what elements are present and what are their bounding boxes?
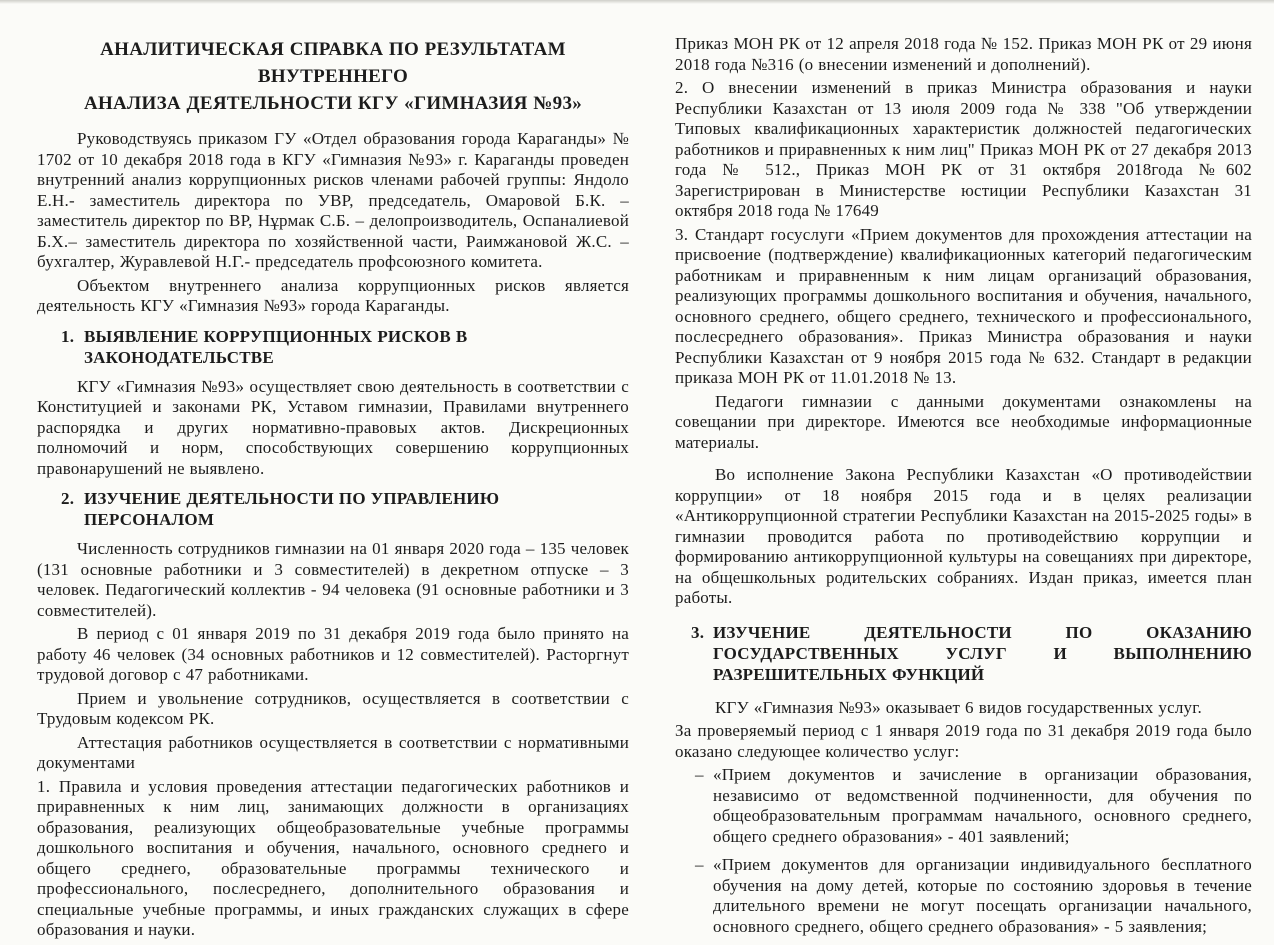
- services-count-paragraph: КГУ «Гимназия №93» оказывает 6 видов государственных услуг.: [715, 697, 1202, 717]
- section-3-number: 3.: [691, 622, 705, 642]
- intro-paragraph-1: Руководствуясь приказом ГУ «Отдел образования города Караганды» № 1702 от 10 декабря 2018 года в КГУ «Гимназия №93» г. Караганды проведен внутренний анализ коррупционных рисков членами рабочей группы: Яндоло Е.Н.- заместитель директора по УВР, председатель, Омаровой Б.К. – заместитель директор по ВР, Нұрмак С.Б. – делопроизводитель, Оспаналиевой Б.Х.– заместитель директора по хозяйственной части, Раимжановой Ж.С. – бухгалтер, Журавлевой Н.Г.- председатель профсоюзного комитета.: [37, 129, 629, 271]
- right-column: [675, 34, 1252, 945]
- section-2-heading-text: [84, 488, 629, 530]
- service-list-item: [675, 765, 1252, 847]
- section-1-heading: [61, 326, 629, 368]
- section-3-heading-text: [713, 622, 1252, 685]
- section-3-heading-line-3: РАЗРЕШИТЕЛЬНЫХ ФУНКЦИЙ: [713, 664, 985, 684]
- section-2-heading-line-1: ИЗУЧЕНИЕ ДЕЯТЕЛЬНОСТИ ПО УПРАВЛЕНИЮ ПЕРСОНАЛОМ: [84, 489, 500, 529]
- hiring-paragraph: В период с 01 января 2019 по 31 декабря 2019 года было принято на работу 46 человек (34 основных работников и 12 совместителей). Расторгнут трудовой договор с 47 работниками.: [37, 624, 629, 684]
- service-item-text: «Прием документов и зачисление в организации образования, независимо от ведомственной подчиненности, для обучения по общеобразовательным программам начального, основного среднего, общего среднего образования» - 401 заявлений;: [713, 765, 1252, 846]
- section-1-heading-line-2: ЗАКОНОДАТЕЛЬСТВЕ: [84, 347, 274, 367]
- anticorruption-paragraph: Во исполнение Закона Республики Казахстан «О противодействии коррупции» от 18 ноября 2015 года и в целях реализации «Антикоррупционной стратегии Республики Казахстан на 2015-2025 годы» в гимназии проводится работа по противодействию коррупции и формированию антикоррупционной культуры на совещаниях при директоре, на общешкольных родительских собраниях. Издан приказ, имеется план работы.: [675, 465, 1252, 607]
- standard-632-paragraph: 3. Стандарт госуслуги «Прием документов для прохождения аттестации на присвоение (подтверждение) квалификационных категорий педагогическим работникам и приравненным к ним лицам организаций образования, реализующих программы дошкольного воспитания и обучения, начального, основного среднего, общего среднего, технического и профессионального, послесреднего образования». Приказ Министра образования и науки Республики Казахстан от 9 ноября 2015 года № 632. Стандарт в редакции приказа МОН РК от 11.01.2018 № 13.: [675, 224, 1252, 387]
- section-1-heading-line-1: ВЫЯВЛЕНИЕ КОРРУПЦИОННЫХ РИСКОВ В: [84, 326, 468, 346]
- dash-bullet-marker: –: [695, 765, 704, 784]
- scan-edge-artifact: [0, 0, 1274, 4]
- section-2-heading: [61, 488, 629, 530]
- section-3-heading: [691, 622, 1252, 685]
- section-3-heading-line-2: ГОСУДАРСТВЕННЫХ УСЛУГ И ВЫПОЛНЕНИЮ: [713, 643, 1252, 663]
- attestation-paragraph: Аттестация работников осуществляется в соответствии с нормативными документами: [37, 732, 629, 772]
- services-period-paragraph: За проверяемый период с 1 января 2019 года по 31 декабря 2019 года было оказано следующее количество услуг:: [675, 721, 1252, 761]
- attestation-rules-paragraph: 1. Правила и условия проведения аттестации педагогических работников и приравненных к ним лиц, занимающих должности в организациях образования, реализующих общеобразовательные учебные программы дошкольного воспитания и обучения, начального, основного среднего и общего среднего, образовательные программы технического и профессионального, послесреднего, дополнительного образования и специальные учебные программы, и иных гражданских служащих в сфере образования и науки.: [37, 776, 629, 939]
- section-3-heading-line-1: ИЗУЧЕНИЕ ДЕЯТЕЛЬНОСТИ ПО ОКАЗАНИЮ: [713, 622, 1252, 642]
- intro-paragraph-2: Объектом внутреннего анализа коррупционных рисков является деятельность КГУ «Гимназия №93» города Караганды.: [37, 275, 629, 315]
- section-2-number: 2.: [61, 489, 75, 508]
- order-338-paragraph: 2. О внесении изменений в приказ Министра образования и науки Республики Казахстан от 13 июля 2009 года № 338 "Об утверждении Типовых квалификационных характеристик должностей педагогических работников и приравненных к ним лиц" Приказ МОН РК от 27 декабря 2013 года № 512., Приказ МОН РК от 31 октября 2018года №602 Зарегистрирован в Министерстве юстиции Республики Казахстан 31 октября 2018 года № 17649: [675, 78, 1252, 220]
- dash-bullet-marker: –: [695, 855, 704, 874]
- labor-code-paragraph: Прием и увольнение сотрудников, осуществляется в соответствии с Трудовым кодексом РК.: [37, 688, 629, 728]
- order-152-paragraph: Приказ МОН РК от 12 апреля 2018 года № 152. Приказ МОН РК от 29 июня 2018 года №316 (о внесении изменений и дополнений).: [675, 34, 1252, 74]
- title-line-1: АНАЛИТИЧЕСКАЯ СПРАВКА ПО РЕЗУЛЬТАТАМ ВНУТРЕННЕГО: [100, 39, 566, 87]
- section-1-paragraph: КГУ «Гимназия №93» осуществляет свою деятельность в соответствии с Конституцией и законами РК, Уставом гимназии, Правилами внутреннего распорядка и других нормативно-правовых актов. Дискреционных полномочий и норм, способствующих совершению коррупционных правонарушений не выявлено.: [37, 376, 629, 478]
- section-1-number: 1.: [61, 326, 75, 346]
- left-column: [37, 30, 629, 945]
- service-list-item: [675, 855, 1252, 937]
- teachers-informed-paragraph: Педагоги гимназии с данными документами ознакомлены на совещании при директоре. Имеются все необходимые информационные материалы.: [675, 391, 1252, 452]
- title-line-2: АНАЛИЗА ДЕЯТЕЛЬНОСТИ КГУ «ГИМНАЗИЯ №93»: [83, 93, 583, 114]
- section-1-heading-text: [84, 326, 629, 368]
- document-title: [37, 36, 629, 117]
- staff-count-paragraph: Численность сотрудников гимназии на 01 января 2020 года – 135 человек (131 основные работники и 3 совместителей) в декретном отпуске – 3 человек. Педагогический коллектив - 94 человека (91 основные работники и 3 совместителей).: [37, 539, 629, 620]
- service-item-text: «Прием документов для организации индивидуального бесплатного обучения на дому детей, которые по состоянию здоровья в течение длительного времени не могут посещать организации начального, основного среднего, общего среднего образования» - 5 заявления;: [713, 855, 1252, 936]
